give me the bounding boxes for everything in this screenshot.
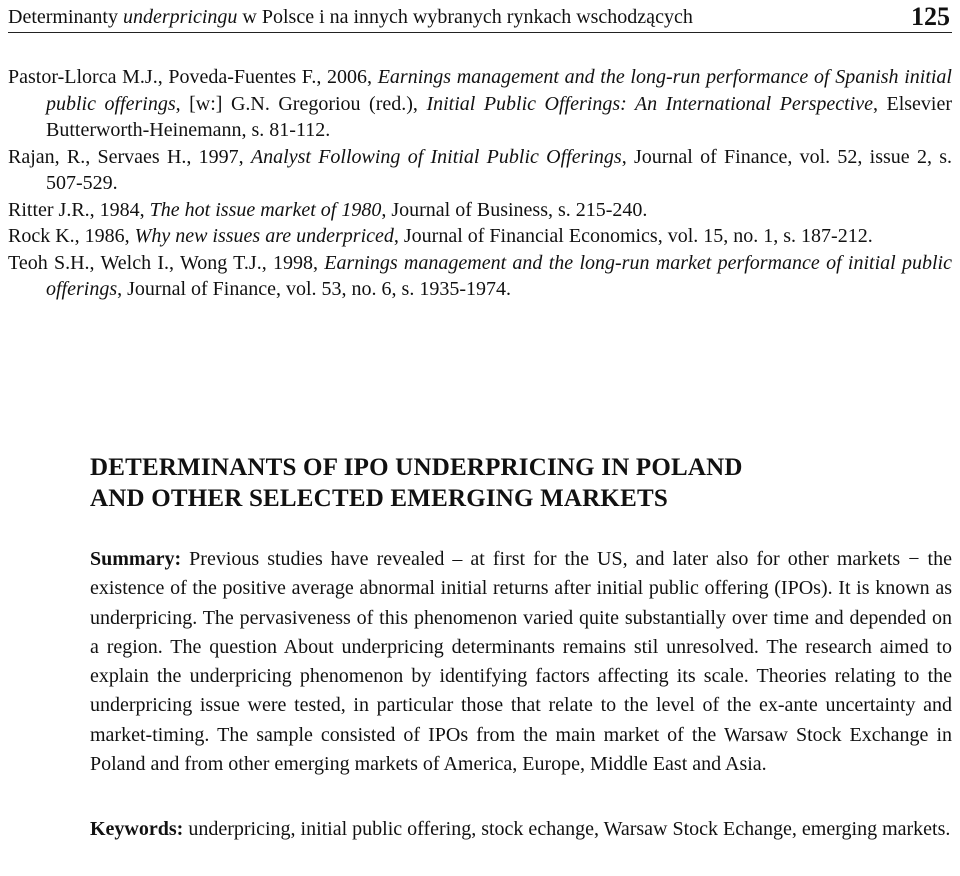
reference-authors: Rock K., 1986, [8,225,135,247]
reference-source: , Journal of Business, s. 215-240. [381,198,648,221]
reference-authors: Rajan, R., Servaes H., 1997, [8,145,251,168]
keywords-label: Keywords: [90,818,184,840]
page-number: 125 [911,2,950,31]
reference-title: Analyst Following of Initial Public Offerings [250,145,622,168]
header-title-part1: Determinanty [8,6,123,28]
reference-source: , Journal of Financial Economics, vol. 15, no. 1, s. 187-212. [393,225,873,247]
reference-authors: Ritter J.R., 1984, [8,198,150,221]
summary-paragraph [90,545,952,779]
reference-source: , Journal of Finance, vol. 53, no. 6, s. 1935-1974. [117,278,511,300]
reference-authors: Teoh S.H., Welch I., Wong T.J., 1998, [8,251,325,274]
reference-item [8,197,952,224]
reference-source: , Journal of Finance, vol. 52, issue 2, s. 507-529. [46,145,952,194]
reference-title: Why new issues are underpriced [134,225,394,247]
reference-title: The hot issue market of 1980 [149,198,382,221]
article-title-line1: DETERMINANTS OF IPO UNDERPRICING IN POLAND [90,454,743,481]
reference-authors: Pastor-Llorca M.J., Poveda-Fuentes F., 2006, [8,66,378,88]
reference-middle: , [w:] G.N. Gregoriou (red.), [175,92,427,115]
reference-item [8,250,952,303]
reference-item [8,144,952,197]
article-title [90,452,950,514]
running-header [8,2,952,33]
article-title-line2: AND OTHER SELECTED EMERGING MARKETS [90,485,668,512]
header-title-italic: underpricingu [122,6,238,28]
keywords-paragraph [90,815,952,844]
keywords-text: underpricing, initial public offering, stock echange, Warsaw Stock Echange, emerging markets. [183,818,951,840]
reference-book-title: Initial Public Offerings: An International Perspective [426,92,873,115]
reference-list [8,64,952,303]
running-header-title [8,6,693,29]
reference-item [8,64,952,144]
reference-item [8,223,952,250]
reference-source: , Elsevier Butterworth-Heinemann, s. 81-112. [46,92,953,141]
summary-label: Summary: [90,548,182,570]
summary-text: Previous studies have revealed – at first for the US, and later also for other markets − the existence of the positive average abnormal initial returns after initial public offering (IPOs). It is known as underpricing. The pervasiveness of this phenomenon varied quite substantially over time and depended on a region. The question About underpricing determinants remains stil unresolved. The research aimed to explain the underpricing phenomenon by identifying factors affecting its scale. Theories relating to the underpricing issue were tested, in particular those that relate to the level of the ex-ante uncertainty and market-timing. The sample consisted of IPOs from the main market of the Warsaw Stock Exchange in Poland and from other emerging markets of America, Europe, Middle East and Asia. [90,548,952,776]
header-title-part2: w Polsce i na innych wybranych rynkach wschodzących [237,6,693,28]
reference-title: Earnings management and the long-run performance of Spanish initial public offerings [46,66,952,115]
reference-title: Earnings management and the long-run market performance of initial public offerings [46,251,952,300]
